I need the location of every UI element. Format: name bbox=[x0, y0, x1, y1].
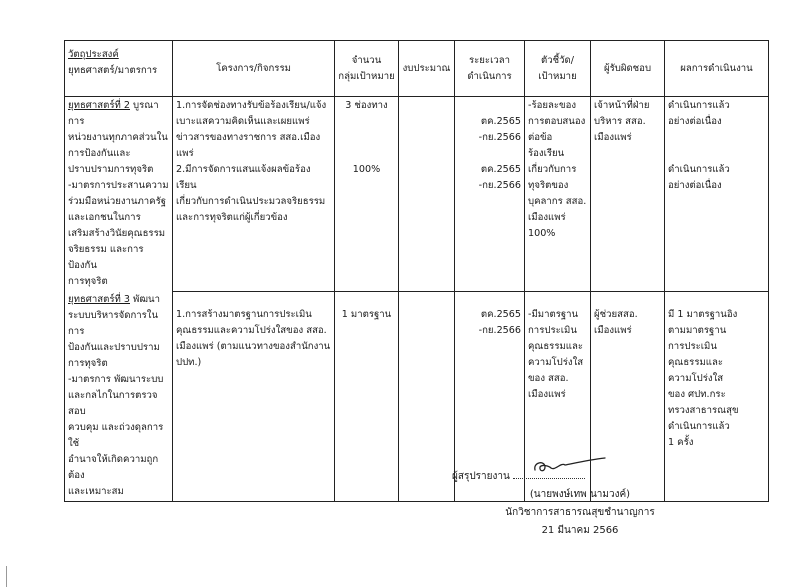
handwritten-signature-icon bbox=[531, 456, 611, 478]
row2-quantity-text: 1 มาตรฐาน bbox=[341, 308, 392, 320]
reporter-position: นักวิชาการสาธารณสุขชำนาญการ bbox=[505, 507, 655, 518]
row1-result-b: ดำเนินการแล้ว อย่างต่อเนื่อง bbox=[668, 164, 730, 191]
table-row bbox=[65, 97, 769, 292]
header-project: โครงการ/กิจกรรม bbox=[173, 41, 335, 97]
header-strategy: ยุทธศาสตร์/มาตรการ bbox=[68, 65, 158, 76]
row2-result bbox=[665, 291, 769, 502]
row1-strategy-text: บูรณาการ หน่วยงานทุกภาคส่วนใน การป้องกันและ ปราบปรามการทุจริต -มาตรการประสานความ ร่วมมือหน่วยงานภาครัฐ และเอกชนในการ เสริมสร้างวินัยคุณธรรม จริยธรรม และการป้องกัน การทุจริต bbox=[68, 100, 169, 287]
row1-budget bbox=[399, 97, 455, 292]
header-objective-strategy bbox=[65, 41, 173, 97]
header-indicator-line1: ตัวชี้วัด/ bbox=[541, 54, 574, 66]
header-period-line1: ระยะเวลา bbox=[468, 54, 510, 66]
row2-indicator-text: -มีมาตรฐาน การประเมิน คุณธรรมและ ความโปร่งใส ของ สสอ. เมืองแพร่ bbox=[528, 308, 584, 400]
row1-project bbox=[173, 97, 335, 292]
signature-block bbox=[452, 466, 672, 540]
header-budget: งบประมาณ bbox=[399, 41, 455, 97]
row1-project-b: 2.มีการจัดการแสนแจ้งผลข้อร้องเรียน เกี่ยวกับการดำเนินประมวลจริยธรรม และการทุจริตแก่ผู้เกี่ยวข้อง bbox=[176, 164, 326, 223]
row1-responsible: เจ้าหน้าที่ฝ่าย บริหาร สสอ. เมืองแพร่ bbox=[591, 97, 665, 292]
row1-quantity bbox=[335, 97, 399, 292]
page-edge-mark bbox=[6, 566, 7, 587]
header-period bbox=[455, 41, 525, 97]
row1-strategy bbox=[65, 97, 173, 292]
reporter-name: (นายพงษ์เทพ นามวงค์) bbox=[529, 489, 631, 500]
row1-period-a: ตค.2565 -กย.2566 bbox=[478, 116, 521, 143]
header-indicator-line2: เป้าหมาย bbox=[538, 70, 577, 82]
report-date: 21 มีนาคม 2566 bbox=[541, 525, 619, 536]
header-indicator bbox=[525, 41, 591, 97]
reporter-label: ผู้สรุปรายงาน bbox=[452, 471, 510, 482]
header-quantity-line2: กลุ่มเป้าหมาย bbox=[338, 70, 395, 82]
header-responsible: ผู้รับผิดชอบ bbox=[591, 41, 665, 97]
row2-strategy-text: พัฒนา ระบบบริหารจัดการในการ ป้องกันและปราบปราม การทุจริต -มาตรการ พัฒนาระบบ และกลไกในการตรวจสอบ ควบคุม และถ่วงดุลการใช้ อำนาจให้เกิดความถูกต้อง และเหมาะสม bbox=[68, 294, 164, 497]
action-plan-table bbox=[64, 40, 769, 502]
row1-quantity-b: 100% bbox=[352, 164, 381, 175]
header-quantity bbox=[335, 41, 399, 97]
row1-period bbox=[455, 97, 525, 292]
row1-quantity-a: 3 ช่องทาง bbox=[345, 100, 388, 111]
row2-strategy-title: ยุทธศาสตร์ที่ 3 bbox=[68, 294, 130, 305]
row2-quantity bbox=[335, 291, 399, 502]
row1-result bbox=[665, 97, 769, 292]
row2-responsible-text: ผู้ช่วยสสอ. เมืองแพร่ bbox=[594, 308, 638, 336]
row2-period-text: ตค.2565 -กย.2566 bbox=[478, 308, 521, 336]
header-quantity-line1: จำนวน bbox=[351, 54, 382, 66]
row2-project-text: 1.การสร้างมาตรฐานการประเมิน คุณธรรมและความโปร่งใสของ สสอ. เมืองแพร่ (ตามแนวทางของสำนักงาน ปปท.) bbox=[176, 308, 331, 368]
row1-result-a: ดำเนินการแล้ว อย่างต่อเนื่อง bbox=[668, 100, 730, 127]
reporter-line bbox=[452, 466, 672, 486]
table-header-row bbox=[65, 41, 769, 97]
header-result: ผลการดำเนินงาน bbox=[665, 41, 769, 97]
row1-indicator: -ร้อยละของ การตอบสนอง ต่อข้อ ร้องเรียน เกี่ยวกับการ ทุจริตของ บุคลากร สสอ. เมืองแพร่ 100% bbox=[525, 97, 591, 292]
row2-strategy bbox=[65, 291, 173, 502]
row1-period-b: ตค.2565 -กย.2566 bbox=[478, 164, 521, 191]
row1-project-a: 1.การจัดช่องทางรับข้อร้องเรียน/แจ้ง เบาะแสความคิดเห็นและเผยแพร่ ข่าวสารของทางราชการ สสอ.เมือง แพร่ bbox=[176, 100, 327, 159]
row2-project bbox=[173, 291, 335, 502]
row2-result-text: มี 1 มาตรฐานอิง ตามมาตรฐาน การประเมิน คุณธรรมและ ความโปร่งใส ของ ศปท.กระ ทรวงสาธารณสุข ดำเนินการแล้ว 1 ครั้ง bbox=[668, 308, 739, 448]
header-objective: วัตถุประสงค์ bbox=[68, 49, 119, 60]
row1-strategy-title: ยุทธศาสตร์ที่ 2 bbox=[68, 100, 130, 111]
signature-line bbox=[513, 466, 585, 479]
row2-budget bbox=[399, 291, 455, 502]
header-period-line2: ดำเนินการ bbox=[467, 70, 512, 82]
